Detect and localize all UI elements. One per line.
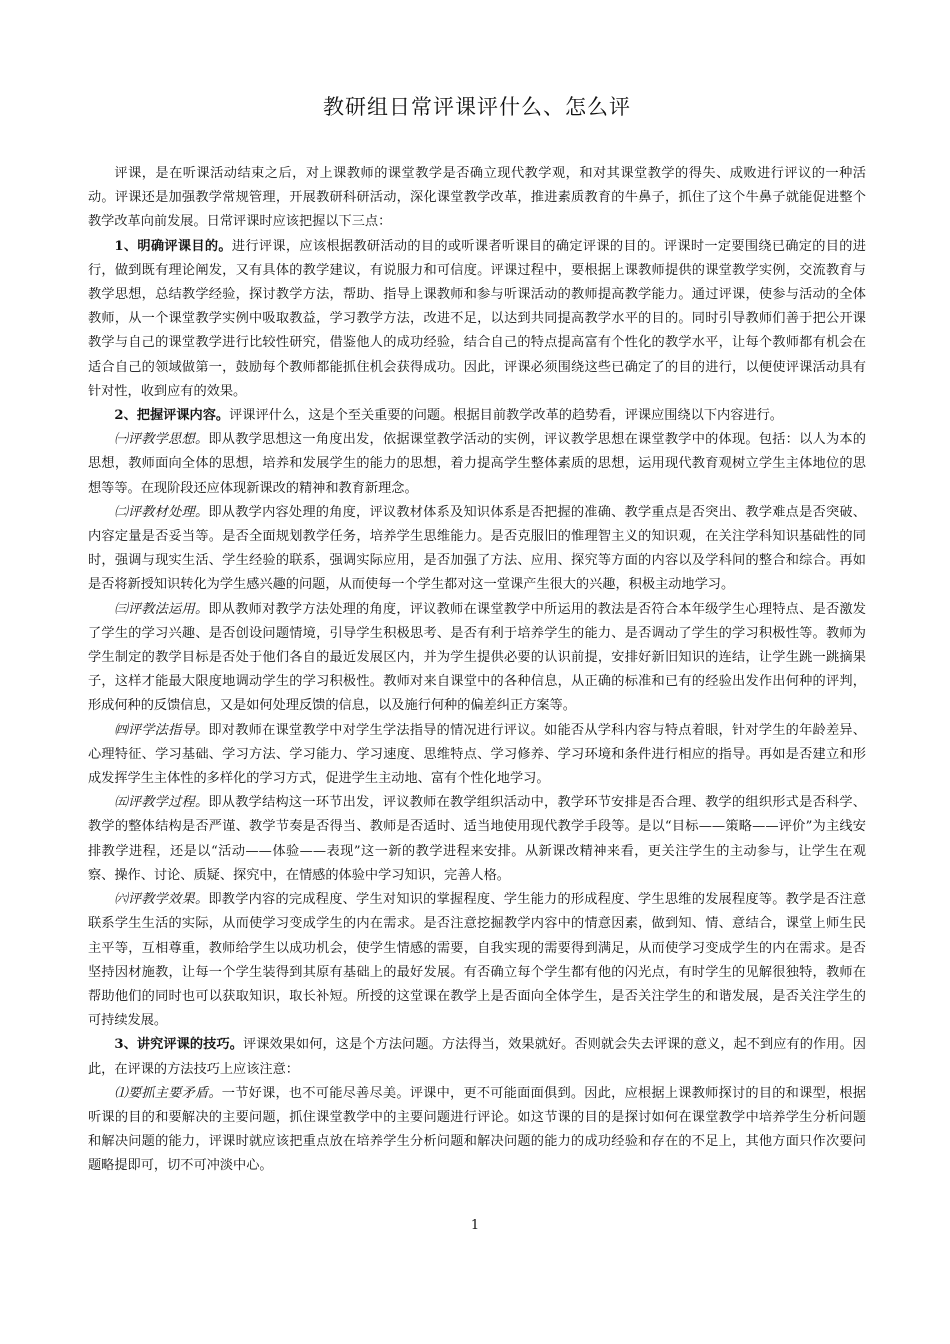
paragraph-item-4 bbox=[88, 719, 866, 792]
paragraph-item-1 bbox=[88, 428, 866, 501]
paragraph-body: 评课评什么，这是个至关重要的问题。根据目前教学改革的趋势看，评课应围绕以下内容进行。 bbox=[229, 408, 783, 424]
item-heading: ⑴要抓主要矛盾。 bbox=[114, 1085, 222, 1101]
paragraph-body: 一节好课，也不可能尽善尽美。评课中，更不可能面面俱到。因此，应根据上课教师探讨的目的和课型，根据听课的目的和要解决的主要问题，抓住课堂教学中的主要问题进行评论。如这节课的目的是探讨如何在课堂教学中培养学生分析问题和解决问题的能力，评课时就应该把重点放在培养学生分析问题和解决问题的能力的成功经验和存在的不足上，其他方面只作次要问题略提即可，切不可冲淡中心。 bbox=[88, 1085, 866, 1174]
section-heading: 1、明确评课目的。 bbox=[114, 238, 232, 254]
paragraph-body: 即从教学内容处理的角度，评议教材体系及知识体系是否把握的准确、教学重点是否突出、教学难点是否突破、内容定量是否妥当等。是否全面规划教学任务，培养学生思维能力。是否克服旧的惟理智主义的知识观，在关注学科知识基础性的同时，强调与现实生活、学生经验的联系，强调实际应用，是否加强了方法、应用、探究等方面的内容以及学科间的整合和综合。再如是否将新授知识转化为学生感兴趣的问题，从而使每一个学生都对这一堂课产生很大的兴趣，积极主动地学习。 bbox=[88, 504, 866, 593]
paragraph-section-2 bbox=[88, 404, 866, 428]
paragraph-item-2 bbox=[88, 501, 866, 598]
paragraph-body: 评课效果如何，这是个方法问题。方法得当，效果就好。否则就会失去评课的意义，起不到应有的作用。因此，在评课的方法技巧上应该注意： bbox=[88, 1037, 866, 1077]
paragraph-section-1 bbox=[88, 235, 866, 404]
item-heading: ㈥评教学效果。 bbox=[114, 892, 209, 908]
item-heading: ㈡评教材处理。 bbox=[114, 504, 209, 520]
item-heading: ㈢评教法运用。 bbox=[114, 601, 209, 617]
document-body bbox=[88, 162, 866, 1179]
paragraph-intro bbox=[88, 162, 866, 235]
paragraph-body: 进行评课，应该根据教研活动的目的或听课者听课目的确定评课的目的。评课时一定要围绕已确定的目的进行，做到既有理论阐发，又有具体的教学建议，有说服力和可信度。评课过程中，要根据上课教师提供的课堂教学实例，交流教育与教学思想，总结教学经验，探讨教学方法，帮助、指导上课教师和参与听课活动的教师提高教学能力。通过评课，使参与活动的全体教师，从一个课堂教学实例中吸取教益，学习教学方法，改进不足，以达到共同提高教学水平的目的。同时引导教师们善于把公开课教学与自己的课堂教学进行比较性研究，借鉴他人的成功经验，结合自己的特点提高富有个性化的教学水平，让每个教师都有机会在适合自己的领域做第一，鼓励每个教师都能抓住机会获得成功。因此，评课必须围绕这些已确定了的目的进行，以便使评课活动具有针对性，收到应有的效果。 bbox=[88, 238, 866, 399]
paragraph-section-3 bbox=[88, 1033, 866, 1081]
paragraph-body: 即从教学结构这一环节出发，评议教师在教学组织活动中，教学环节安排是否合理、教学的组织形式是否科学、教学的整体结构是否严谨、教学节奏是否得当、教师是否适时、适当地使用现代教学手段等。是以“目标——策略——评价”为主线安排教学进程，还是以“活动——体验——表现”这一新的教学进程来安排。从新课改精神来看，更关注学生的主动参与，让学生在观察、操作、讨论、质疑、探究中，在情感的体验中学习知识，完善人格。 bbox=[88, 795, 866, 883]
paragraph-item-3 bbox=[88, 598, 866, 719]
paragraph-item-6 bbox=[88, 888, 866, 1033]
item-heading: ㈠评教学思想。 bbox=[114, 432, 209, 448]
paragraph-body: 即对教师在课堂教学中对学生学法指导的情况进行评议。如能否从学科内容与特点着眼，针对学生的年龄差异、心理特征、学习基础、学习方法、学习能力、学习速度、思维特点、学习修养、学习环境和条件进行相应的指导。再如是否建立和形成发挥学生主体性的多样化的学习方式，促进学生主动地、富有个性化地学习。 bbox=[88, 722, 866, 787]
item-heading: ㈣评学法指导。 bbox=[114, 722, 209, 738]
item-heading: ㈤评教学过程。 bbox=[114, 795, 209, 811]
paragraph-technique-1 bbox=[88, 1082, 866, 1179]
document-title: 教研组日常评课评什么、怎么评 bbox=[323, 95, 631, 119]
section-heading: 3、讲究评课的技巧。 bbox=[114, 1037, 243, 1053]
paragraph-item-5 bbox=[88, 791, 866, 888]
paragraph-body: 即教学内容的完成程度、学生对知识的掌握程度、学生能力的形成程度、学生思维的发展程度等。教学是否注意联系学生生活的实际，从而使学习变成学生的内在需求。是否注意挖掘教学内容中的情意因素，做到知、情、意结合，课堂上师生民主平等，互相尊重，教师给学生以成功机会，使学生情感的需要，自我实现的需要得到满足，从而使学习变成学生的内在需求。是否坚持因材施教，让每一个学生装得到其原有基础上的最好发展。有否确立每个学生都有他的闪光点，有时学生的见解很独特，教师在帮助他们的同时也可以获取知识，取长补短。所授的这堂课在教学上是否面向全体学生，是否关注学生的和谐发展，是否关注学生的可持续发展。 bbox=[88, 892, 866, 1029]
page-number: 1 bbox=[470, 1218, 480, 1233]
paragraph-body: 即从教学思想这一角度出发，依据课堂教学活动的实例，评议教学思想在课堂教学中的体现。包括：以人为本的思想，教师面向全体的思想，培养和发展学生的能力的思想，着力提高学生整体素质的思想，运用现代教育观树立学生主体地位的思想等等。在现阶段还应体现新课改的精神和教育新理念。 bbox=[88, 432, 866, 496]
paragraph-body: 评课，是在听课活动结束之后，对上课教师的课堂教学是否确立现代教学观，和对其课堂教学的得失、成败进行评议的一种活动。评课还是加强教学常规管理，开展教研科研活动，深化课堂教学改革，推进素质教育的牛鼻子，抓住了这个牛鼻子就能促进整个教学改革向前发展。日常评课时应该把握以下三点： bbox=[88, 166, 866, 230]
paragraph-body: 即从教师对教学方法处理的角度，评议教师在课堂教学中所运用的教法是否符合本年级学生心理特点、是否激发了学生的学习兴趣、是否创设问题情境，引导学生积极思考、是否有利于培养学生的能力、是否调动了学生的学习积极性等。教师为学生制定的教学目标是否处于他们各自的最近发展区内，并为学生提供必要的认识前提，安排好新旧知识的连结，让学生跳一跳摘果子，这样才能最大限度地调动学生的学习积极性。教师对来自课堂中的各种信息，从正确的标准和已有的经验出发作出何种的评判，形成何种的反馈信息，又是如何处理反馈的信息，以及施行何种的偏差纠正方案等。 bbox=[88, 601, 866, 714]
section-heading: 2、把握评课内容。 bbox=[114, 408, 230, 424]
